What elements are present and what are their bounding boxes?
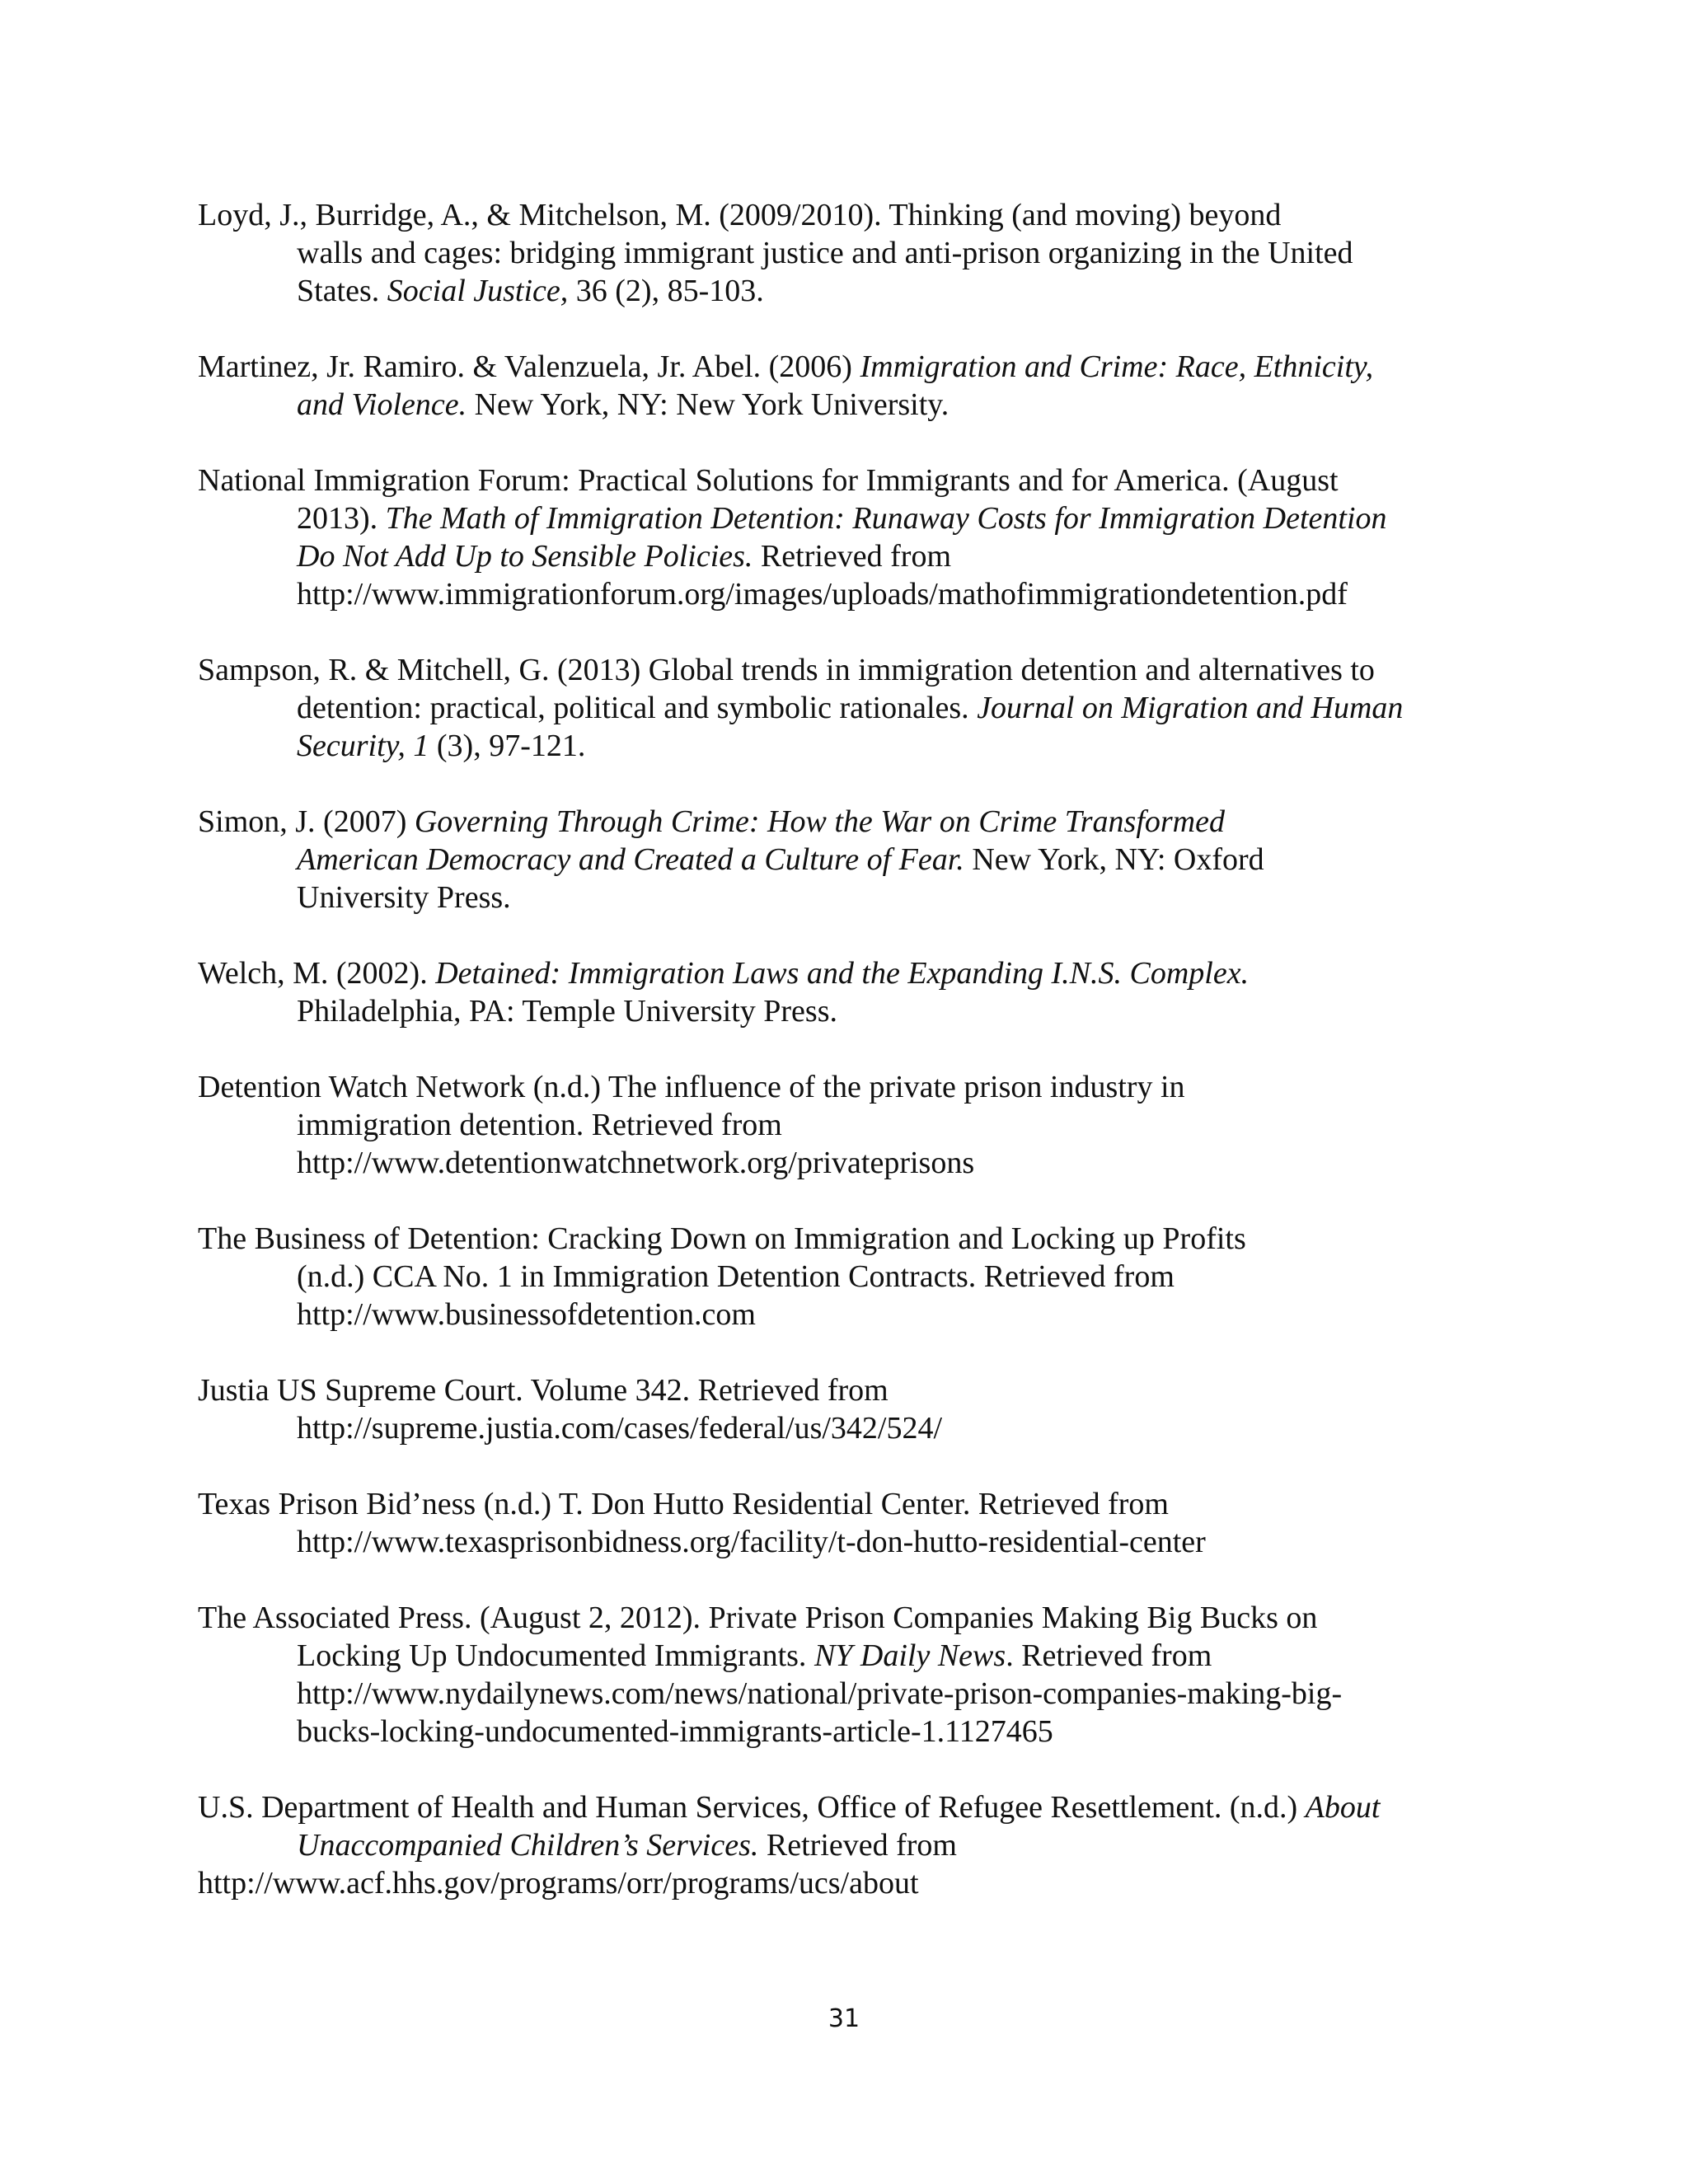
page-number: 31 [828, 2004, 860, 2033]
reference-text: 2013). [297, 501, 386, 536]
reference-line [198, 1485, 1500, 1523]
reference-list [198, 196, 1500, 1940]
reference-line [198, 689, 1500, 727]
italic-text: About [1305, 1790, 1381, 1825]
reference-line [198, 499, 1500, 537]
reference-text: . Retrieved from [1006, 1638, 1212, 1673]
reference-text: Justia US Supreme Court. Volume 342. Retrieved from [198, 1373, 889, 1408]
reference-text: http://supreme.justia.com/cases/federal/us/342/524/ [297, 1411, 943, 1446]
italic-text: The Math of Immigration Detention: Runaway Costs for Immigration Detention [385, 501, 1387, 536]
reference-line [198, 1371, 1500, 1409]
italic-text: Unaccompanied Children’s Services. [297, 1828, 759, 1863]
reference-entry [198, 1788, 1500, 1902]
reference-entry [198, 1599, 1500, 1750]
reference-text: bucks-locking-undocumented-immigrants-article-1.1127465 [297, 1714, 1053, 1749]
italic-text: American Democracy and Created a Culture of Fear. [297, 842, 964, 877]
reference-entry [198, 803, 1500, 916]
reference-text: Loyd, J., Burridge, A., & Mitchelson, M. (2009/2010). Thinking (and moving) beyond [198, 198, 1282, 232]
reference-line [198, 1637, 1500, 1675]
reference-text: Retrieved from [758, 1828, 957, 1863]
reference-line [198, 1599, 1500, 1637]
reference-text: Philadelphia, PA: Temple University Press. [297, 994, 837, 1029]
reference-text: National Immigration Forum: Practical Solutions for Immigrants and for America. (August [198, 463, 1339, 498]
reference-line [198, 1826, 1500, 1864]
reference-text: Retrieved from [753, 539, 952, 574]
reference-line [198, 196, 1500, 234]
reference-text: Detention Watch Network (n.d.) The influence of the private prison industry in [198, 1070, 1185, 1104]
reference-text: Texas Prison Bid’ness (n.d.) T. Don Hutto Residential Center. Retrieved from [198, 1487, 1169, 1521]
reference-line [198, 1864, 1500, 1902]
italic-text: Social Justice, [387, 274, 569, 308]
reference-text: 36 (2), 85-103. [568, 274, 764, 308]
italic-text: Journal on Migration and Human [977, 691, 1404, 725]
reference-line [198, 1523, 1500, 1561]
reference-line [198, 1788, 1500, 1826]
reference-text: http://www.texasprisonbidness.org/facility/t-don-hutto-residential-center [297, 1525, 1206, 1559]
reference-text: The Associated Press. (August 2, 2012). Private Prison Companies Making Big Bucks on [198, 1601, 1318, 1635]
reference-text: http://www.immigrationforum.org/images/uploads/mathofimmigrationdetention.pdf [297, 577, 1348, 612]
reference-line [198, 841, 1500, 879]
italic-text: Immigration and Crime: Race, Ethnicity, [860, 349, 1374, 384]
reference-text: U.S. Department of Health and Human Services, Office of Refugee Resettlement. (n.d.) [198, 1790, 1306, 1825]
reference-text: immigration detention. Retrieved from [297, 1108, 782, 1142]
reference-text: Martinez, Jr. Ramiro. & Valenzuela, Jr. Abel. (2006) [198, 349, 860, 384]
italic-text: and Violence. [297, 387, 467, 422]
reference-line [198, 1106, 1500, 1144]
reference-line [198, 992, 1500, 1030]
reference-line [198, 727, 1500, 765]
reference-line [198, 1296, 1500, 1333]
reference-text: http://www.businessofdetention.com [297, 1297, 756, 1332]
italic-text: Governing Through Crime: How the War on Crime Transformed [414, 804, 1225, 839]
reference-line [198, 272, 1500, 310]
reference-line [198, 1409, 1500, 1447]
reference-entry [198, 1068, 1500, 1182]
reference-line [198, 1675, 1500, 1713]
italic-text: NY Daily News [814, 1638, 1006, 1673]
reference-text: Simon, J. (2007) [198, 804, 415, 839]
reference-line [198, 803, 1500, 841]
reference-entry [198, 1371, 1500, 1447]
reference-entry [198, 651, 1500, 765]
reference-text: The Business of Detention: Cracking Down on Immigration and Locking up Profits [198, 1221, 1246, 1256]
reference-line [198, 462, 1500, 499]
reference-text: Welch, M. (2002). [198, 956, 436, 991]
reference-text: walls and cages: bridging immigrant justice and anti-prison organizing in the United [297, 236, 1353, 270]
reference-text: New York, NY: Oxford [964, 842, 1264, 877]
reference-line [198, 234, 1500, 272]
reference-text: http://www.acf.hhs.gov/programs/orr/programs/ucs/about [198, 1866, 919, 1900]
reference-line [198, 954, 1500, 992]
reference-text: Locking Up Undocumented Immigrants. [297, 1638, 814, 1673]
reference-line [198, 1144, 1500, 1182]
reference-text: University Press. [297, 880, 511, 915]
italic-text: Do Not Add Up to Sensible Policies. [297, 539, 753, 574]
reference-line [198, 879, 1500, 916]
reference-entry [198, 348, 1500, 424]
reference-line [198, 537, 1500, 575]
reference-entry [198, 1485, 1500, 1561]
reference-text: Sampson, R. & Mitchell, G. (2013) Global trends in immigration detention and alternatives to [198, 653, 1375, 687]
reference-line [198, 1258, 1500, 1296]
reference-entry [198, 1220, 1500, 1333]
reference-text: http://www.nydailynews.com/news/national/private-prison-companies-making-big- [297, 1676, 1343, 1711]
reference-text: New York, NY: New York University. [467, 387, 950, 422]
reference-line [198, 575, 1500, 613]
reference-line [198, 386, 1500, 424]
italic-text: Security, 1 [297, 729, 429, 763]
reference-text: (n.d.) CCA No. 1 in Immigration Detention Contracts. Retrieved from [297, 1259, 1175, 1294]
reference-text: States. [297, 274, 387, 308]
reference-entry [198, 462, 1500, 613]
reference-line [198, 651, 1500, 689]
reference-line [198, 348, 1500, 386]
reference-text: http://www.detentionwatchnetwork.org/privateprisons [297, 1146, 975, 1180]
reference-entry [198, 954, 1500, 1030]
reference-line [198, 1713, 1500, 1750]
reference-entry [198, 196, 1500, 310]
reference-text: (3), 97-121. [429, 729, 586, 763]
reference-line [198, 1220, 1500, 1258]
reference-line [198, 1068, 1500, 1106]
italic-text: Detained: Immigration Laws and the Expanding I.N.S. Complex. [435, 956, 1250, 991]
reference-text: detention: practical, political and symbolic rationales. [297, 691, 978, 725]
